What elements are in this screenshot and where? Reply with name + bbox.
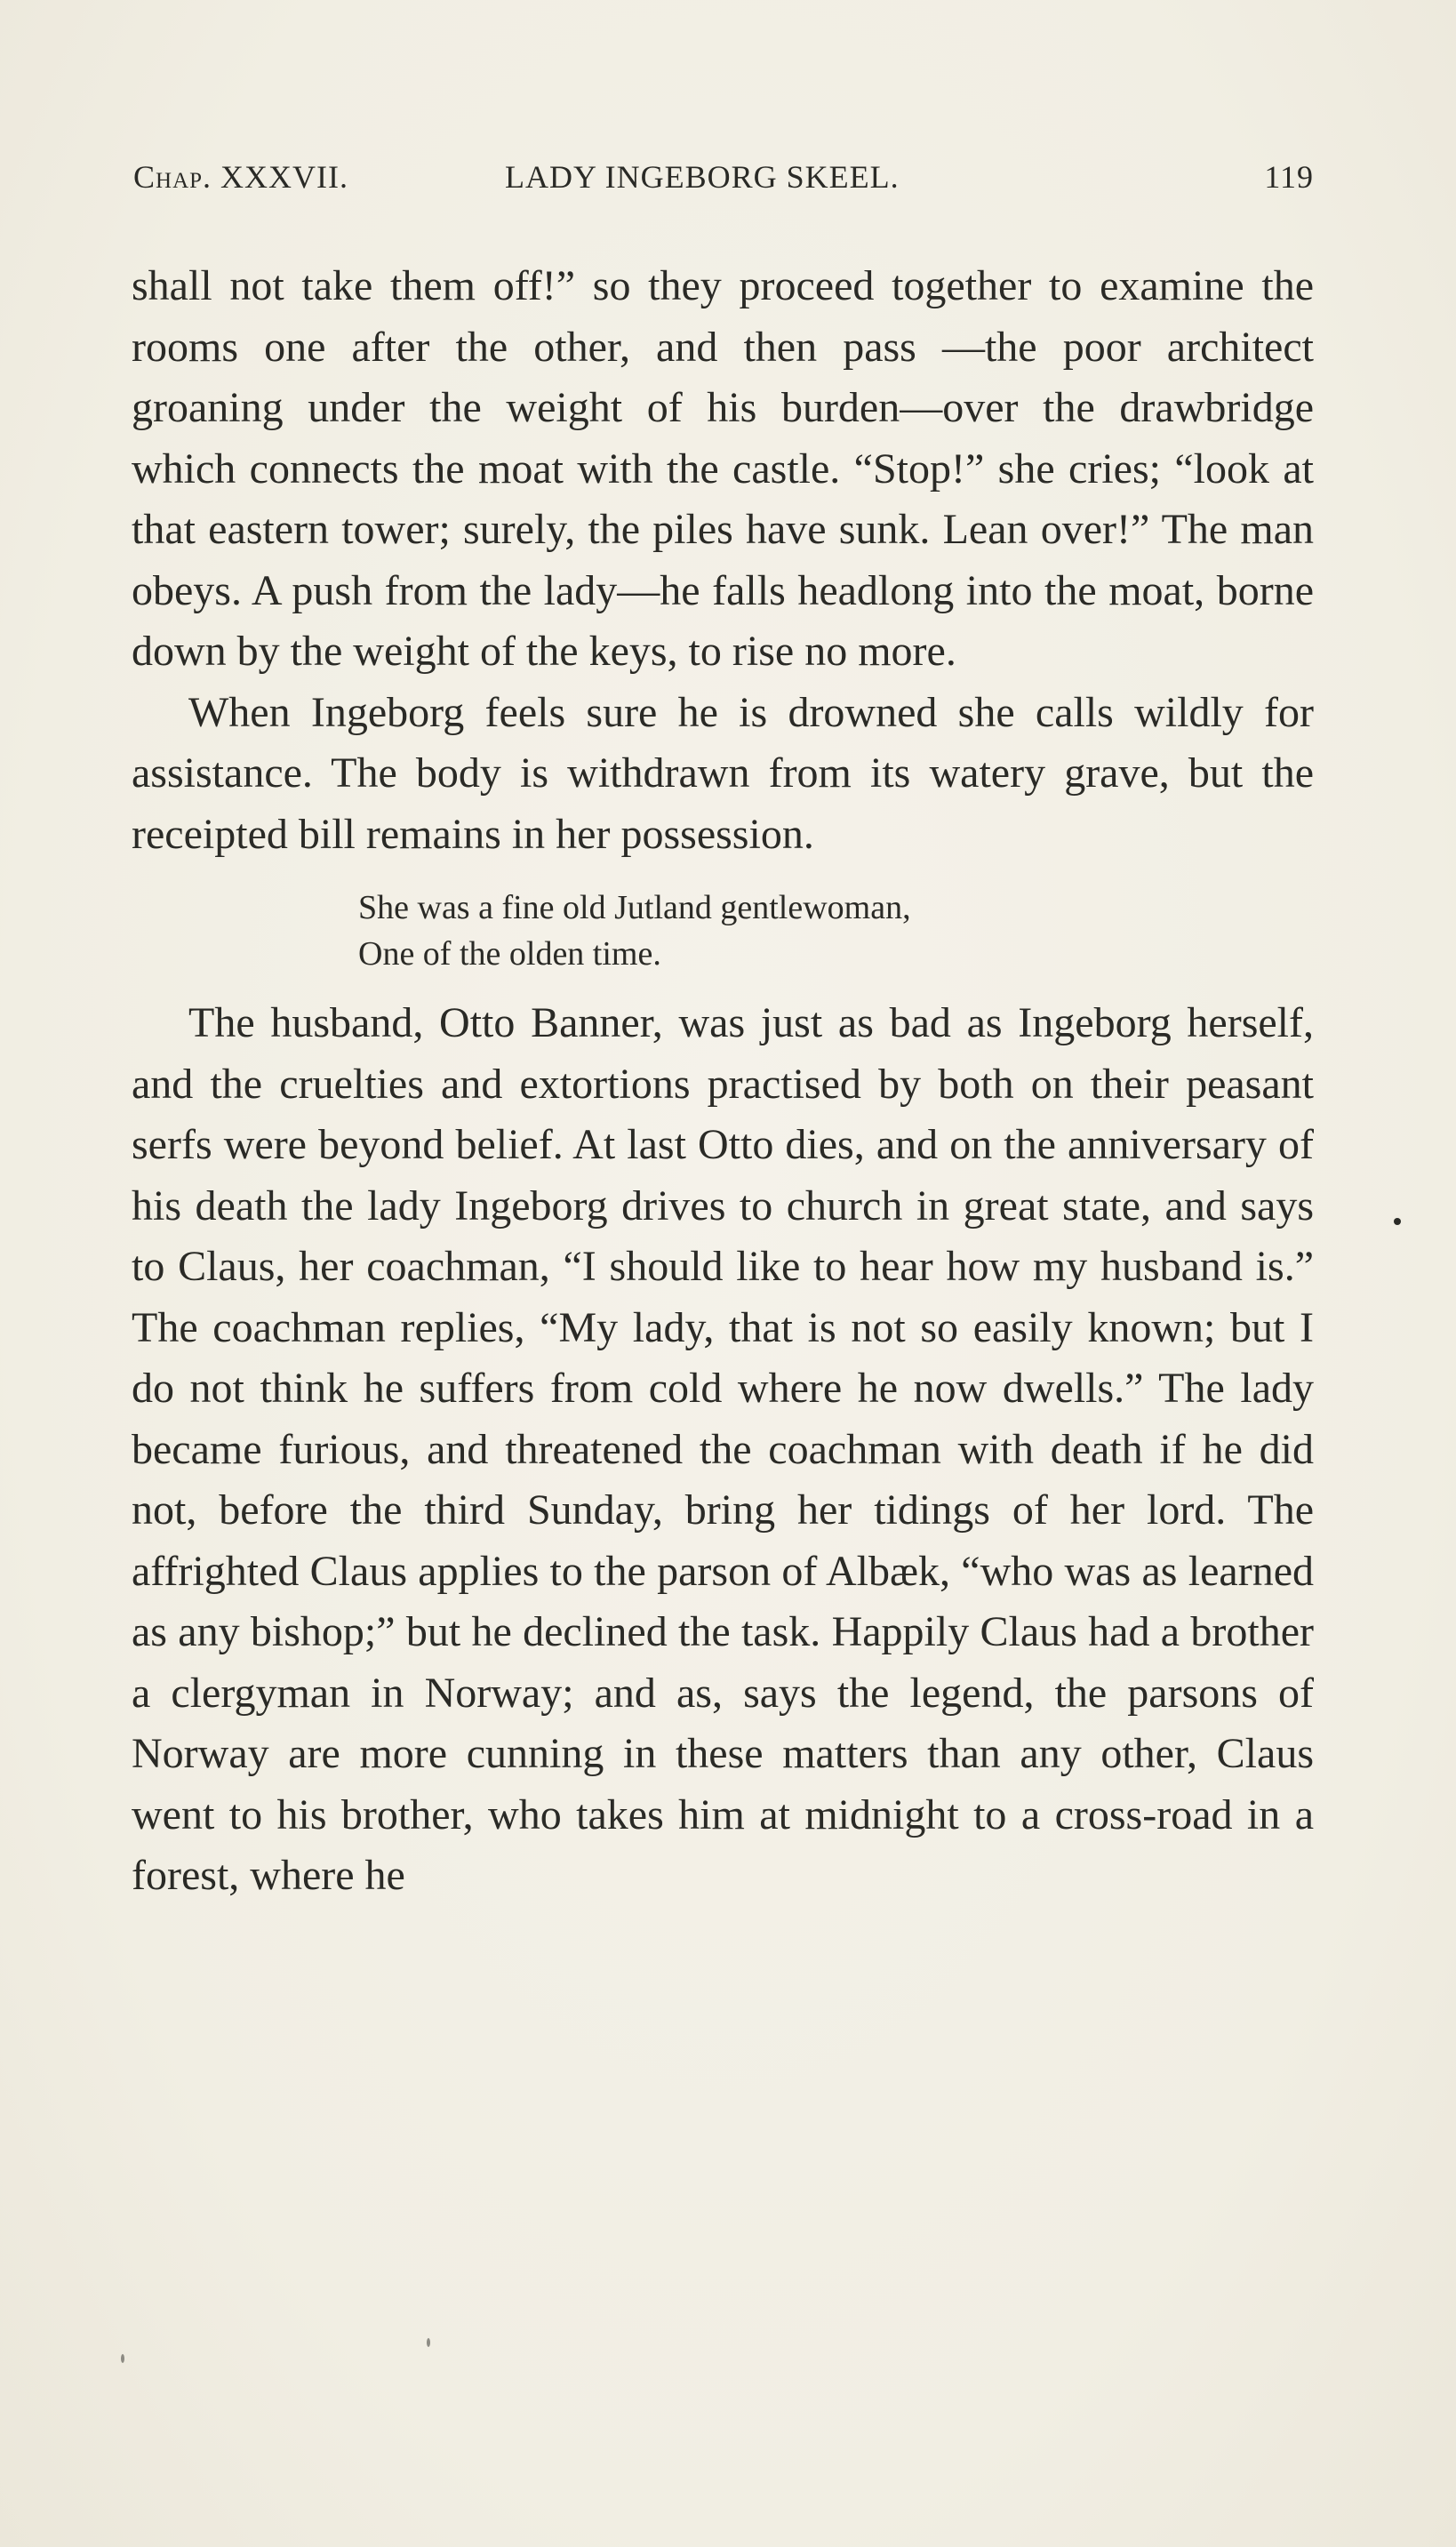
- ink-speck: [121, 2354, 124, 2363]
- chapter-label: Chap. XXXVII.: [133, 159, 348, 195]
- verse-line: One of the olden time.: [358, 935, 661, 973]
- ink-speck: [1394, 1218, 1401, 1225]
- paragraph-otto-banner: The husband, Otto Banner, was just as bad as Ingeborg herself, and the cruelties and extortions practised by both on their peasant serfs were beyond belief. At last Otto dies, and on the anniversary of his death the lady Ingeborg drives to church in great state, and says to Claus, her coachman, “I should like to hear how my husband is.” The coachman replies, “My lady, that is not so easily known; but I do not think he suffers from cold where he now dwells.” The lady became furious, and threatened the coachman with death if he did not, before the third Sunday, bring her tidings of her lord. The affrighted Claus applies to the parson of Albæk, “who was as learned as any bishop;” but he declined the task. Happily Claus had a brother a clergyman in Norway; and as, says the legend, the parsons of Norway are more cunning in these matters than any other, Claus went to his brother, who takes him at midnight to a cross-road in a forest, where he: [132, 999, 1314, 1899]
- paragraph-ingeborg-drowned: When Ingeborg feels sure he is drowned she calls wildly for assistance. The body is withdrawn from its watery grave, but the receipted bill remains in her possession.: [132, 688, 1314, 858]
- page-number: 119: [1264, 159, 1314, 195]
- running-title: LADY INGEBORG SKEEL.: [505, 159, 900, 195]
- running-head: [133, 158, 1314, 201]
- ink-speck: [427, 2338, 430, 2347]
- page-body: [132, 256, 1314, 1907]
- verse-quotation: [358, 885, 1314, 977]
- verse-line: She was a fine old Jutland gentlewoman,: [358, 889, 911, 926]
- paragraph-continued: shall not take them off!” so they proceed together to examine the rooms one after the other, and then pass —the poor architect groaning under the weight of his burden—over the drawbridge which connects the moat with the castle. “Stop!” she cries; “look at that eastern tower; surely, the piles have sunk. Lean over!” The man obeys. A push from the lady—he falls headlong into the moat, borne down by the weight of the keys, to rise no more.: [132, 262, 1314, 675]
